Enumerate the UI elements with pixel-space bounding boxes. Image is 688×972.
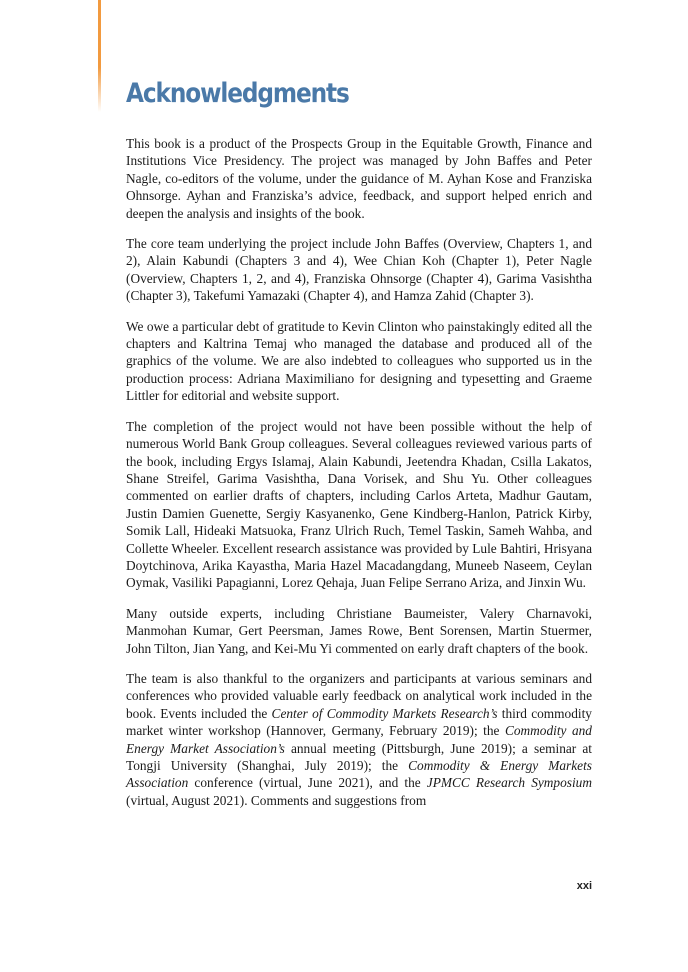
italic-title: Commodity & Energy Markets Association: [126, 758, 592, 791]
paragraph: [126, 418, 592, 592]
text-run: conference (virtual, June 2021), and the: [188, 775, 427, 791]
italic-title: JPMCC Research Symposium: [426, 775, 592, 791]
text-run: The completion of the project would not have been possible without the help of numerous World Bank Group colleagues. Several colleagues reviewed various parts of the book, including Ergys Islamaj, Alain Kabundi, Jeetendra Khadan, Csilla Lakatos, Shane Streifel, Garima Vasishtha, Dana Vorisek, and Shu Yu. Other colleagues commented on earlier drafts of chapters, including Carlos Arteta, Madhur Gautam, Justin Damien Guenette, Sergiy Kasyanenko, Gene Kindberg-Hanlon, Patrick Kirby, Somik Lall, Hideaki Matsuoka, Franz Ulrich Ruch, Temel Taskin, Sameh Wahba, and Collette Wheeler. Excellent research assistance was provided by Lule Bahtiri, Hrisyana Doytchinova, Arika Kayastha, Maria Hazel Macadangdang, Muneeb Naseem, Ceylan Oymak, Vasiliki Papagianni, Lorez Qehaja, Juan Felipe Serrano Ariza, and Jinxin Wu.: [126, 418, 592, 591]
text-run: annual meeting (Pittsburgh, June 2019); a seminar at Tongji University (Shanghai, July 2019); the: [126, 740, 593, 773]
text-run: The core team underlying the project include John Baffes (Overview, Chapters 1, and 2), Alain Kabundi (Chapters 3 and 4), Wee Chian Koh (Chapter 1), Peter Nagle (Overview, Chapters 1, 2, and 4), Franziska Ohnsorge (Chapter 4), Garima Vasishtha (Chapter 3), Takefumi Yamazaki (Chapter 4), and Hamza Zahid (Chapter 3).: [126, 236, 592, 304]
paragraph: [126, 318, 592, 405]
text-run: This book is a product of the Prospects Group in the Equitable Growth, Finance and Institutions Vice Presidency. The project was managed by John Baffes and Peter Nagle, co-editors of the volume, under the guidance of M. Ayhan Kose and Franziska Ohnsorge. Ayhan and Franziska’s advice, feedback, and support helped enrich and deepen the analysis and insights of the book.: [126, 136, 592, 221]
page-number: xxi: [576, 880, 592, 892]
text-run: (virtual, August 2021). Comments and suggestions from: [126, 792, 427, 808]
paragraph: [126, 135, 592, 222]
page-title: Acknowledgments: [126, 78, 349, 109]
italic-title: Center of Commodity Markets Research’s: [271, 705, 498, 721]
text-run: third commodity market winter workshop (Hannover, Germany, February 2019); the: [126, 705, 592, 739]
italic-title: Commodity and Energy Market Association’s: [126, 723, 592, 756]
paragraph: [126, 605, 592, 657]
text-run: We owe a particular debt of gratitude to Kevin Clinton who painstakingly edited all the chapters and Kaltrina Temaj who managed the database and produced all of the graphics of the volume. We are also indebted to colleagues who supported us in the production process: Adriana Maximiliano for designing and typesetting and Graeme Littler for editorial and website support.: [126, 318, 592, 404]
text-run: The team is also thankful to the organizers and participants at various seminars and conferences who provided valuable early feedback on analytical work included in the book. Events included the: [126, 670, 592, 721]
paragraph: [126, 670, 592, 809]
accent-bar: [98, 0, 101, 112]
text-run: Many outside experts, including Christiane Baumeister, Valery Charnavoki, Manmohan Kumar, Gert Peersman, James Rowe, Bent Sorensen, Martin Stuermer, John Tilton, Jian Yang, and Kei-Mu Yi commented on early draft chapters of the book.: [126, 605, 592, 656]
paragraph: [126, 235, 592, 305]
body-text: [126, 135, 592, 822]
